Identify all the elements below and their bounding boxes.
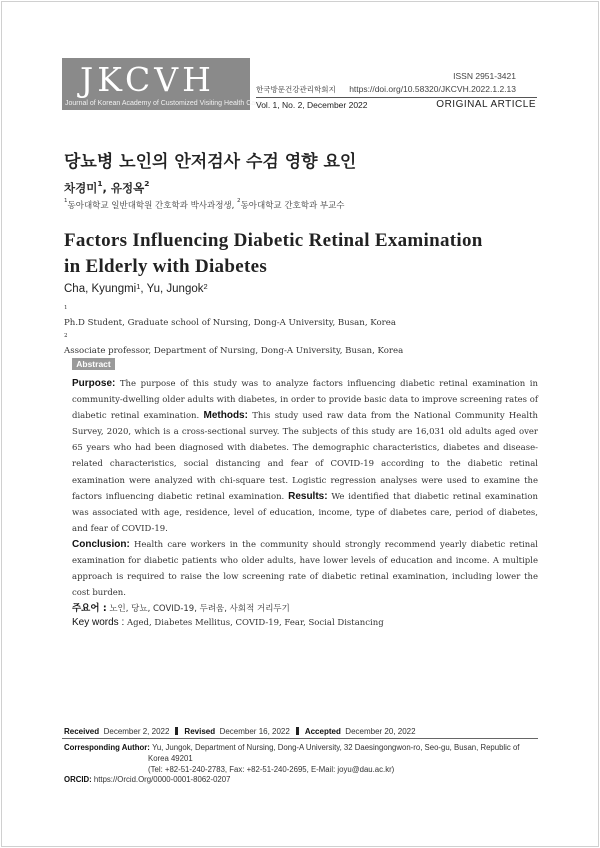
keywords-english-text: Aged, Diabetes Mellitus, COVID-19, Fear, Social Distancing	[124, 618, 384, 628]
aff-2-sup: 2	[237, 198, 241, 204]
author-1: 차경미	[64, 181, 98, 195]
revised-label: Revised	[184, 727, 216, 736]
results-text: We identified that diabetic retinal examination was associated with age, residence, level of education, income, type of diabetes care, period of diabetes, and fear of COVID-19.	[72, 491, 538, 534]
author-en-separator: ,	[140, 283, 147, 295]
corresponding-contact: (Tel: +82-51-240-2783, Fax: +82-51-240-2695, E-Mail: joyu@dau.ac.kr)	[148, 765, 395, 775]
results-label: Results:	[288, 490, 328, 502]
title-english-line-2: in Elderly with Diabetes	[64, 256, 268, 277]
purpose-text: The purpose of this study was to analyze factors influencing diabetic retinal examination in community-dwelling older adults with diabetes, in order to provide basic data to improve screening rates of diabetic retinal examination.	[72, 379, 538, 422]
aff-en-1	[64, 302, 403, 330]
title-korean: 당뇨병 노인의 안저검사 수검 영향 요인	[64, 152, 357, 172]
conclusion-label: Conclusion:	[72, 538, 130, 550]
journal-logo: JKCVH	[80, 60, 215, 99]
author-separator: ,	[102, 181, 111, 195]
journal-korean-name: 한국방문건강관리학회지	[256, 85, 336, 94]
author-1-en: Cha, Kyungmi	[64, 283, 137, 295]
keywords-korean-text: 노인, 당뇨, COVID-19, 두려움, 사회적 거리두기	[106, 604, 290, 614]
revised-date: December 16, 2022	[219, 727, 290, 736]
keywords-korean-label: 주요어 :	[72, 603, 107, 614]
author-2-en: Yu, Jungok	[146, 283, 204, 295]
accepted-label: Accepted	[304, 727, 341, 736]
keywords-korean	[72, 600, 290, 614]
journal-full-name: Journal of Korean Academy of Customized Visiting Health Care	[65, 100, 262, 107]
date-separator	[296, 727, 299, 735]
aff-1: 동아대학교 일반대학원 간호학과 박사과정생,	[67, 201, 238, 211]
aff-1-sup: 1	[64, 198, 68, 204]
author-1-en-sup: 1	[136, 282, 141, 291]
article-type: ORIGINAL ARTICLE	[436, 99, 536, 110]
aff-en-2-sup: 2	[64, 333, 68, 339]
title-english	[64, 228, 483, 280]
date-separator	[175, 727, 178, 735]
received-date: December 2, 2022	[103, 727, 170, 736]
orcid	[64, 775, 230, 784]
abstract-tag: Abstract	[72, 358, 115, 370]
accepted-date: December 20, 2022	[345, 727, 416, 736]
aff-en-2	[64, 330, 403, 358]
corresponding-address-line-2: Korea 49201	[148, 754, 193, 764]
author-2-en-sup: 2	[203, 282, 208, 291]
conclusion-text: Health care workers in the community should strongly recommend yearly diabetic retinal examination for diabetic patients who older adults, have lower levels of education and income. A multiple approach is required to raise the low screening rate of diabetic retinal examination, including lower the cost burden.	[72, 539, 538, 599]
aff-2: 동아대학교 간호학과 부교수	[240, 201, 345, 211]
author-1-sup: 1	[97, 179, 103, 188]
corresponding-author-label: Corresponding Author:	[64, 743, 150, 752]
keywords-english-label: Key words :	[72, 617, 125, 628]
author-2: 유정옥	[110, 181, 145, 195]
corresponding-address-line-1: Yu, Jungok, Department of Nursing, Dong-A University, 32 Daesingongwon-ro, Seo-gu, Busan, Republic of	[152, 743, 520, 752]
issn: ISSN 2951-3421	[453, 71, 516, 81]
orcid-label: ORCID:	[64, 775, 92, 784]
received-label: Received	[64, 727, 100, 736]
aff-en-2-text: Associate professor, Department of Nursing, Dong-A University, Busan, Korea	[64, 346, 404, 356]
authors-korean	[64, 180, 149, 196]
authors-english	[64, 283, 208, 295]
corresponding-author	[64, 742, 540, 776]
article-dates	[64, 727, 416, 736]
header-divider	[256, 97, 537, 98]
title-english-line-1: Factors Influencing Diabetic Retinal Examination	[64, 230, 483, 251]
author-2-sup: 2	[144, 179, 150, 188]
abstract-body	[72, 376, 538, 601]
methods-label: Methods:	[203, 410, 248, 422]
doi-link[interactable]: https://doi.org/10.58320/JKCVH.2022.1.2.13	[349, 84, 516, 94]
keywords-english	[72, 617, 384, 628]
volume-info: Vol. 1, No. 2, December 2022	[256, 100, 368, 110]
affiliations-korean	[64, 199, 345, 211]
orcid-link[interactable]: https://Orcid.Org/0000-0001-8062-0207	[93, 775, 231, 784]
purpose-label: Purpose:	[72, 378, 116, 389]
aff-en-1-text: Ph.D Student, Graduate school of Nursing, Dong-A University, Busan, Korea	[64, 318, 396, 328]
methods-text: This study used raw data from the National Community Health Survey, 2020, which is a cross-sectional survey. The subjects of this study are 16,031 old adults aged over 65 years who had been diagnosed with diabetes. The demographic characteristics, diabetes and disease-related characteristics, social distancing and fear of COVID-19 according to the diabetic retinal examination were analyzed with chi-square test. Logistic regression analyses were used to examine the factors influencing diabetic retinal examination.	[72, 411, 539, 502]
affiliations-english	[64, 302, 403, 358]
aff-en-1-sup: 1	[64, 305, 68, 311]
footer-divider	[62, 738, 538, 739]
